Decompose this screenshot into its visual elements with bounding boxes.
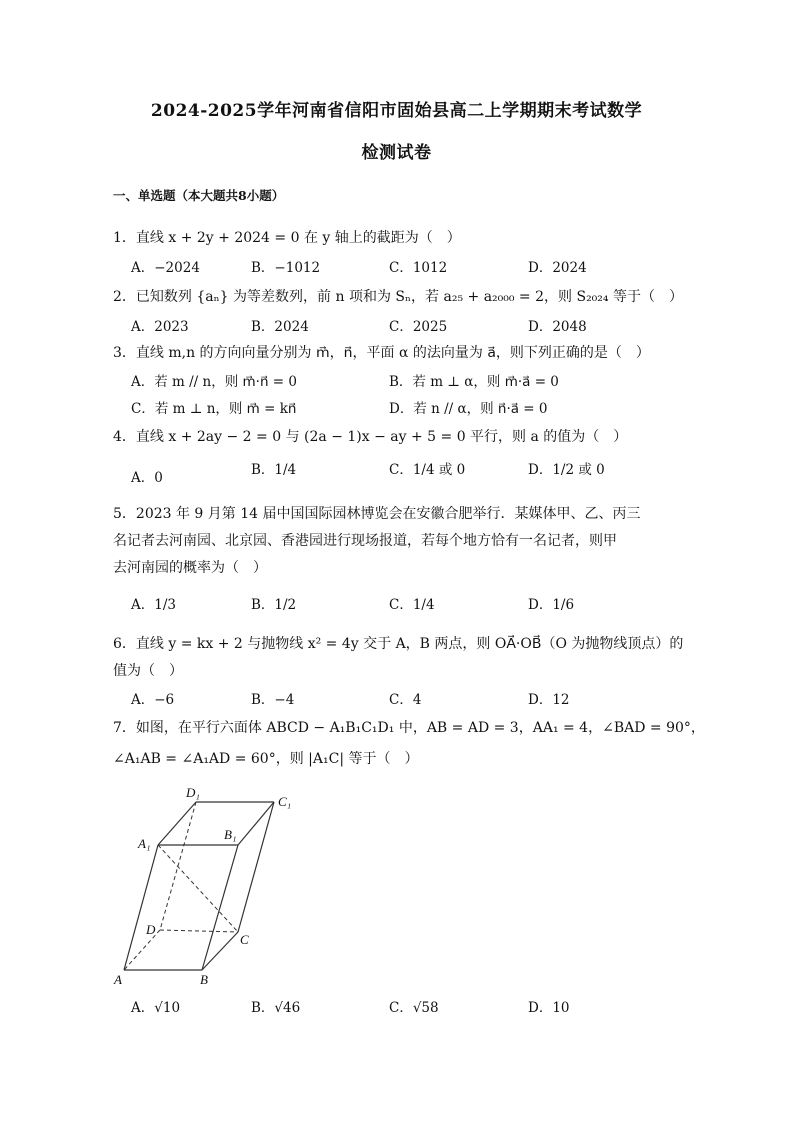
q7-option-b: B．√46 [251, 1000, 301, 1016]
q3-option-a: A．若 m // n，则 m⃗·n⃗ = 0 [131, 374, 297, 390]
q2-option-b: B．2024 [251, 319, 309, 335]
q3-option-b: B．若 m ⊥ α，则 m⃗·a⃗ = 0 [389, 374, 559, 390]
q2-option-c: C．2025 [389, 319, 448, 335]
q4-option-d [528, 458, 605, 478]
label-c1: C₁ [278, 794, 292, 809]
section-heading: 一、单选题（本大题共8小题） [113, 188, 285, 203]
q3-option-c: C．若 m ⊥ n，则 m⃗ = kn⃗ [131, 401, 297, 417]
label-d1: D₁ [186, 785, 200, 800]
q4-option-b [251, 458, 296, 478]
q4-option-b-text: B．1/4 [251, 462, 297, 478]
q4-option-a: A．0 [131, 470, 163, 486]
q5-option-d: D．1/6 [528, 597, 575, 613]
label-b: B [200, 972, 208, 987]
question-7-stem-line-2: ∠A₁AB = ∠A₁AD = 60°，则 |A₁C| 等于（ ） [113, 751, 419, 767]
q4-option-c-text: C．1/4 或 0 [389, 462, 466, 478]
question-6-stem-line-2: 值为（ ） [113, 663, 183, 679]
question-6-stem-line-1: 6．直线 y = kx + 2 与抛物线 x² = 4y 交于 A，B 两点，则 OA⃗·OB⃗（O 为抛物线顶点）的 [113, 636, 684, 652]
q6-option-b: B．−4 [251, 692, 295, 708]
q7-option-c: C．√58 [389, 1000, 439, 1016]
label-d: D [146, 922, 156, 937]
q6-option-d: D．12 [528, 692, 570, 708]
question-2-stem: 2．已知数列 {aₙ} 为等差数列，前 n 项和为 Sₙ，若 a₂₅ + a₂₀₀₀ = 2，则 S₂₀₂₄ 等于（ ） [113, 289, 683, 305]
question-4-stem: 4．直线 x + 2ay − 2 = 0 与 (2a − 1)x − ay + 5 = 0 平行，则 a 的值为（ ） [113, 429, 628, 445]
hidden-edge-dc [160, 930, 238, 932]
label-c: C [240, 932, 249, 947]
question-5-stem-line-1: 5．2023 年 9 月第 14 届中国国际园林博览会在安徽合肥举行．某媒体甲、乙、丙三 [113, 506, 641, 522]
page-title: 2024-2025学年河南省信阳市固始县高二上学期期末考试数学 [150, 101, 643, 121]
page-subtitle: 检测试卷 [361, 143, 432, 163]
q1-option-b: B．−1012 [251, 260, 321, 276]
label-a: A [114, 972, 122, 987]
edge-c1c [238, 802, 274, 932]
label-b1: B₁ [224, 827, 237, 842]
q2-option-d: D．2048 [528, 319, 587, 335]
q6-option-a: A．−6 [131, 692, 175, 708]
q6-option-c: C．4 [389, 692, 422, 708]
q5-option-b: B．1/2 [251, 597, 297, 613]
q1-option-c: C．1012 [389, 260, 448, 276]
hidden-edge-d1d [160, 802, 196, 930]
q7-option-a: A．√10 [131, 1000, 181, 1016]
question-5-stem-line-2: 名记者去河南园、北京园、香港园进行现场报道，若每个地方恰有一名记者，则甲 [113, 533, 617, 549]
question-7-stem-line-1: 7．如图，在平行六面体 ABCD − A₁B₁C₁D₁ 中，AB = AD = 3，AA₁ = 4，∠BAD = 90°， [113, 720, 705, 736]
q7-option-d: D．10 [528, 1000, 570, 1016]
q1-option-a: A．−2024 [131, 260, 200, 276]
q4-option-d-text: D．1/2 或 0 [528, 462, 605, 478]
label-a1: A₁ [138, 836, 151, 851]
q5-option-c: C．1/4 [389, 597, 435, 613]
q3-option-d: D．若 n // α，则 n⃗·a⃗ = 0 [389, 401, 548, 417]
question-3-stem: 3．直线 m,n 的方向向量分别为 m⃗，n⃗，平面 α 的法向量为 a⃗，则下列正确的是（ ） [113, 345, 650, 361]
parallelepiped-figure [110, 782, 300, 987]
q2-option-a: A．2023 [131, 319, 189, 335]
q5-option-a: A．1/3 [131, 597, 176, 613]
question-1-stem: 1．直线 x + 2y + 2024 = 0 在 y 轴上的截距为（ ） [113, 230, 461, 246]
q1-option-d: D．2024 [528, 260, 587, 276]
question-5-stem-line-3: 去河南园的概率为（ ） [113, 560, 267, 576]
q4-option-c [389, 458, 465, 478]
